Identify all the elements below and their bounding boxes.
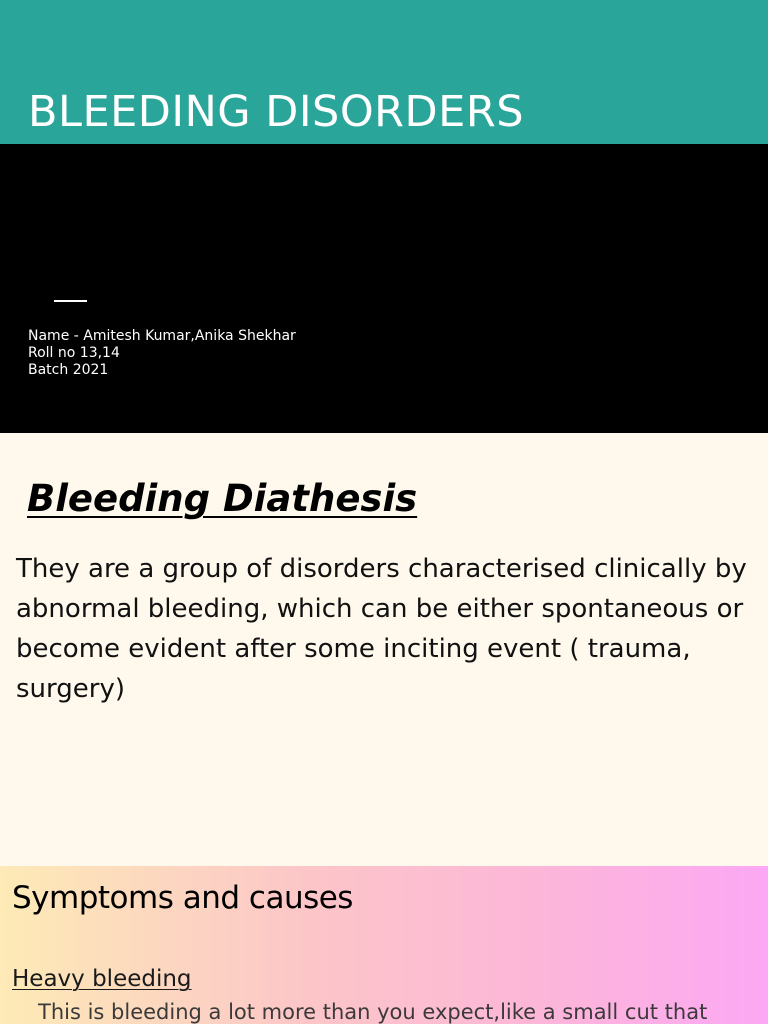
presenter-names: Name - Amitesh Kumar,Anika Shekhar xyxy=(28,328,296,344)
slide-body-text: They are a group of disorders characterised clinically by abnormal bleeding, which can be either spontaneous or become evident after some inciting event ( trauma, surgery) xyxy=(16,554,747,704)
symptoms-slide xyxy=(0,866,768,1024)
title-slide xyxy=(0,0,768,433)
presenter-info xyxy=(28,328,296,379)
section-subheading: Heavy bleeding xyxy=(12,966,192,992)
slide-heading: Bleeding Diathesis xyxy=(27,477,418,520)
section-body-text: This is bleeding a lot more than you expect,like a small cut that xyxy=(38,1000,708,1024)
batch-year: Batch 2021 xyxy=(28,362,109,378)
slide-heading: Symptoms and causes xyxy=(12,880,353,916)
accent-divider xyxy=(54,300,87,302)
slide-title: BLEEDING DISORDERS xyxy=(28,87,525,137)
definition-slide xyxy=(0,433,768,866)
roll-number: Roll no 13,14 xyxy=(28,345,120,361)
